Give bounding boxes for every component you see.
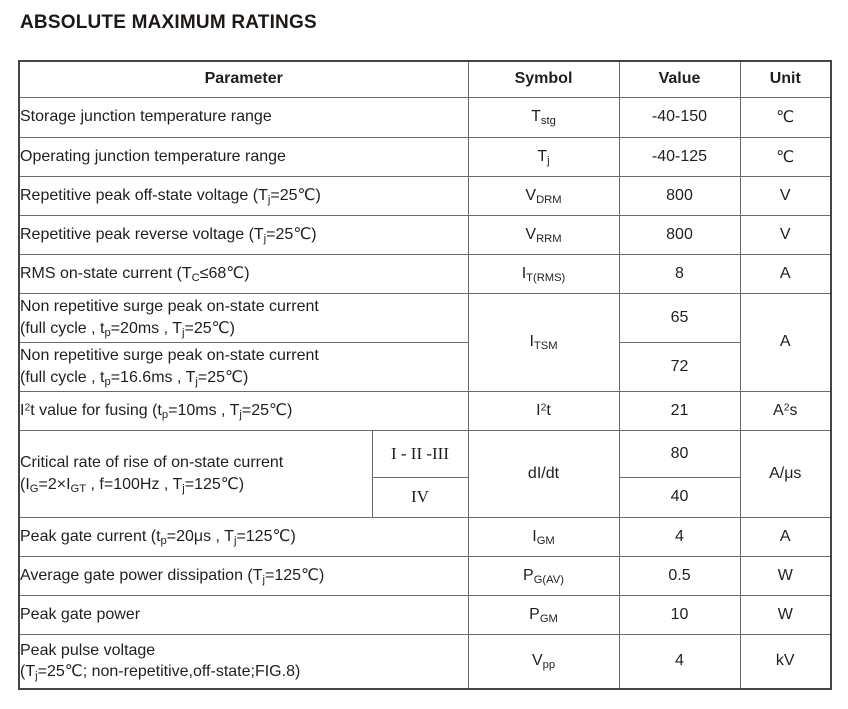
param-cell: Peak gate current ($t_p=20\mu s$ , $T_j=125℃$) [19,517,468,556]
value-cell: 0.5 [619,556,740,595]
param-cell: Peak gate power [19,595,468,634]
param-cell: Storage junction temperature range [19,97,468,137]
value-cell: 800 [619,215,740,254]
col-header-value: Value [619,61,740,97]
unit-cell: W [740,595,831,634]
table-row [19,215,831,254]
symbol-cell: $V_{pp}$ [468,634,619,689]
unit-cell: A [740,293,831,391]
table-row [19,430,831,477]
unit-cell: V [740,176,831,215]
unit-cell: kV [740,634,831,689]
value-cell: 4 [619,634,740,689]
param-cell: Critical rate of rise of on-state current ($I_G=2\times I_{GT}$ , f=100Hz , $T_j=125℃$) [19,430,372,517]
param-cell: Peak pulse voltage ($T_j=25℃$; non-repetitive,off-state;FIG.8) [19,634,468,689]
param-cell: Operating junction temperature range [19,137,468,176]
param-cell: Repetitive peak off-state voltage $(T_j=25℃)$ [19,176,468,215]
unit-cell: $A^2s$ [740,391,831,430]
param-cell: Repetitive peak reverse voltage $(T_j=25℃)$ [19,215,468,254]
unit-cell: ℃ [740,97,831,137]
param-cell: $I^2t$ value for fusing ($t_p=10ms$ , $T_j=25℃$) [19,391,468,430]
col-header-symbol: Symbol [468,61,619,97]
value-cell: 4 [619,517,740,556]
table-row [19,517,831,556]
table-row [19,556,831,595]
table-row [19,293,831,342]
value-cell: 8 [619,254,740,293]
symbol-cell: dI/dt [468,430,619,517]
symbol-cell: $V_{DRM}$ [468,176,619,215]
symbol-cell: $T_j$ [468,137,619,176]
table-row [19,137,831,176]
table-row [19,634,831,689]
symbol-cell: $I^2t$ [468,391,619,430]
class-cell: IV [372,477,468,517]
table-row [19,254,831,293]
table-row [19,176,831,215]
header-row [19,61,831,97]
param-cell: RMS on-state current $(T_C\le 68℃)$ [19,254,468,293]
table-row [19,391,831,430]
unit-cell: ℃ [740,137,831,176]
unit-cell: A [740,254,831,293]
value-cell: 40 [619,477,740,517]
value-cell: 800 [619,176,740,215]
value-cell: 80 [619,430,740,477]
value-cell: 72 [619,342,740,391]
symbol-cell: $I_{GM}$ [468,517,619,556]
value-cell: -40-125 [619,137,740,176]
symbol-cell: $V_{RRM}$ [468,215,619,254]
table-row [19,97,831,137]
symbol-cell: $I_{TSM}$ [468,293,619,391]
symbol-cell: $I_{T(RMS)}$ [468,254,619,293]
symbol-cell: $P_{G(AV)}$ [468,556,619,595]
class-cell: I - II -III [372,430,468,477]
value-cell: 21 [619,391,740,430]
page-title: ABSOLUTE MAXIMUM RATINGS [20,12,317,33]
table-row [19,595,831,634]
symbol-cell: $T_{stg}$ [468,97,619,137]
unit-cell: A/μs [740,430,831,517]
param-cell: Non repetitive surge peak on-state current (full cycle , $t_p=20ms$ , $T_j=25℃$) [19,293,468,342]
value-cell: 10 [619,595,740,634]
param-cell: Average gate power dissipation $(T_j=125℃)$ [19,556,468,595]
absolute-maximum-ratings-table [18,60,832,690]
unit-cell: A [740,517,831,556]
unit-cell: V [740,215,831,254]
col-header-parameter: Parameter [19,61,468,97]
param-cell: Non repetitive surge peak on-state current (full cycle , $t_p=16.6ms$ , $T_j=25℃$) [19,342,468,391]
table-row [19,342,831,391]
value-cell: -40-150 [619,97,740,137]
col-header-unit: Unit [740,61,831,97]
symbol-cell: $P_{GM}$ [468,595,619,634]
unit-cell: W [740,556,831,595]
value-cell: 65 [619,293,740,342]
